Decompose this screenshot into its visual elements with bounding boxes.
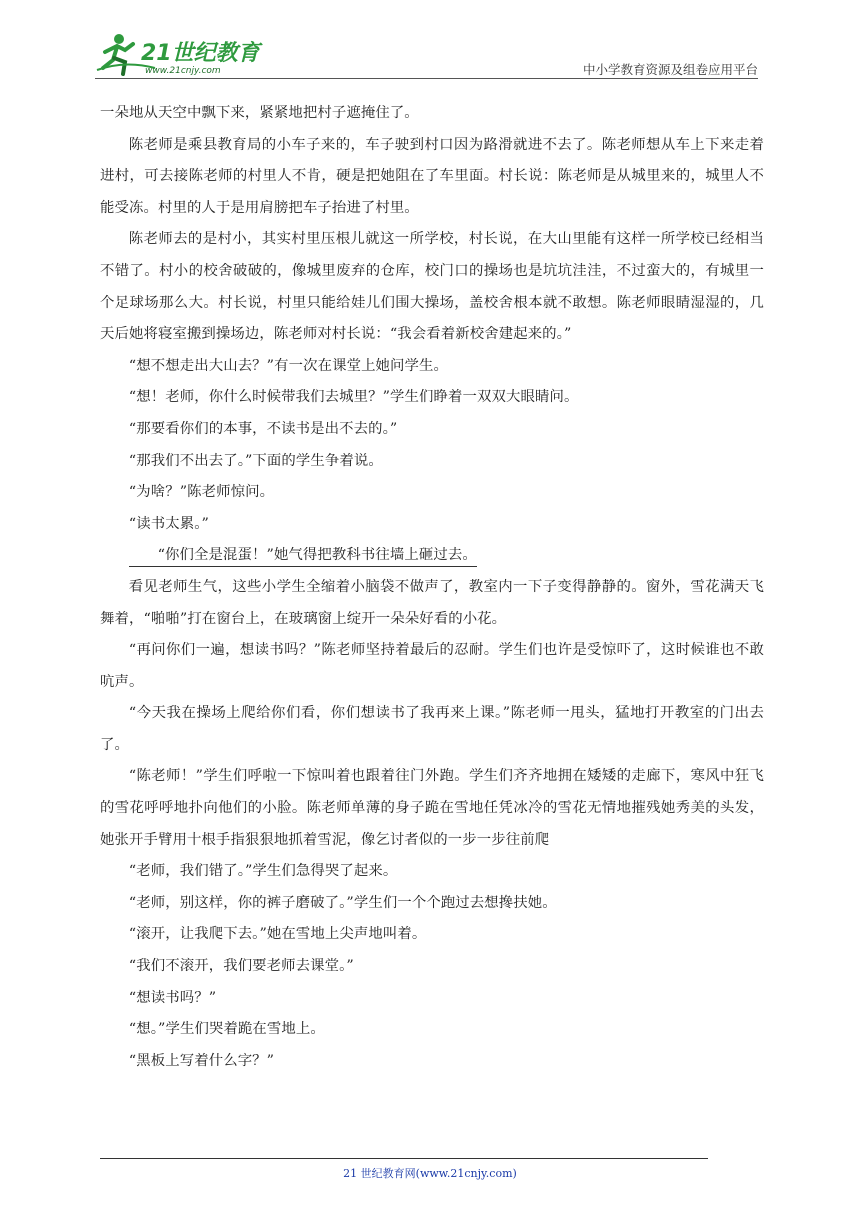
paragraph: “那要看你们的本事，不读书是出不去的。” (128, 420, 398, 437)
paragraph: “老师，我们错了。”学生们急得哭了起来。 (128, 863, 398, 880)
footer-divider (100, 1158, 708, 1159)
underlined-sentence: “你们全是混蛋！”她气得把教科书往墙上砸过去。 (129, 544, 477, 567)
paragraph: 一朵地从天空中飘下来，紧紧地把村子遮掩住了。 (100, 105, 419, 121)
paragraph: 陈老师是乘县教育局的小车子来的，车子驶到村口因为路滑就进不去了。陈老师想从车上下来走着进村，可去接陈老师的村里人不肯，硬是把她阻在了车里面。村长说：陈老师是从城里来的，城里人不能受冻。村里的人于是用肩膀把车子抬进了村里。 (100, 136, 764, 216)
page-header (95, 30, 758, 80)
paragraph: “再问你们一遍，想读书吗？”陈老师坚持着最后的忍耐。学生们也许是受惊吓了，这时候谁也不敢吭声。 (100, 642, 764, 690)
paragraph: “读书太累。” (128, 515, 209, 532)
paragraph: “滚开，让我爬下去。”她在雪地上尖声地叫着。 (128, 926, 427, 943)
paragraph: “老师，别这样，你的裤子磨破了。”学生们一个个跑过去想搀扶她。 (128, 894, 557, 911)
paragraph: 陈老师去的是村小，其实村里压根儿就这一所学校，村长说，在大山里能有这样一所学校已经相当不错了。村小的校舍破破的，像城里废弃的仓库，校门口的操场也是坑坑洼洼，不过蛮大的，有城里一个足球场那么大。村长说，村里只能给娃儿们围大操场，盖校舍根本就不敢想。陈老师眼睛湿湿的，几天后她将寝室搬到操场边，陈老师对村长说：“我会看着新校舍建起来的。” (100, 231, 764, 343)
paragraph: “为啥？”陈老师惊问。 (128, 484, 275, 501)
paragraph: “想不想走出大山去？”有一次在课堂上她问学生。 (128, 357, 449, 374)
paragraph: “想！老师，你什么时候带我们去城里？”学生们睁着一双双大眼睛问。 (128, 389, 579, 406)
article-body (100, 98, 764, 1077)
paragraph: “想。”学生们哭着跪在雪地上。 (128, 1021, 325, 1038)
logo-text: 21世纪教育 (141, 41, 260, 66)
platform-name: 中小学教育资源及组卷应用平台 (582, 62, 758, 77)
paragraph: “今天我在操场上爬给你们看，你们想读书了我再来上课。”陈老师一甩头，猛地打开教室的门出去了。 (100, 705, 764, 753)
header-divider (95, 78, 758, 79)
paragraph: “陈老师！”学生们呼啦一下惊叫着也跟着往门外跑。学生们齐齐地拥在矮矮的走廊下，寒风中狂飞的雪花呼呼地扑向他们的小脸。陈老师单薄的身子跪在雪地任凭冰冷的雪花无情地摧残她秀美的头发，她张开手臂用十根手指狠狠地抓着雪泥，像乞讨者似的一步一步往前爬 (100, 768, 764, 848)
paragraph: “黑板上写着什么字？” (128, 1052, 275, 1069)
paragraph: “我们不滚开，我们要老师去课堂。” (128, 958, 354, 975)
logo-url: www.21cnjy.com (145, 66, 221, 76)
underlined-paragraph (100, 540, 764, 572)
paragraph: 看见老师生气，这些小学生全缩着小脑袋不做声了，教室内一下子变得静静的。窗外，雪花满天飞舞着，“啪啪”打在窗台上，在玻璃窗上绽开一朵朵好看的小花。 (100, 578, 764, 627)
paragraph: “想读书吗？” (128, 989, 217, 1006)
paragraph: “那我们不出去了。”下面的学生争着说。 (128, 452, 383, 469)
page-footer: 21 世纪教育网(www.21cnjy.com) (343, 1167, 517, 1180)
logo-icon (95, 30, 265, 78)
